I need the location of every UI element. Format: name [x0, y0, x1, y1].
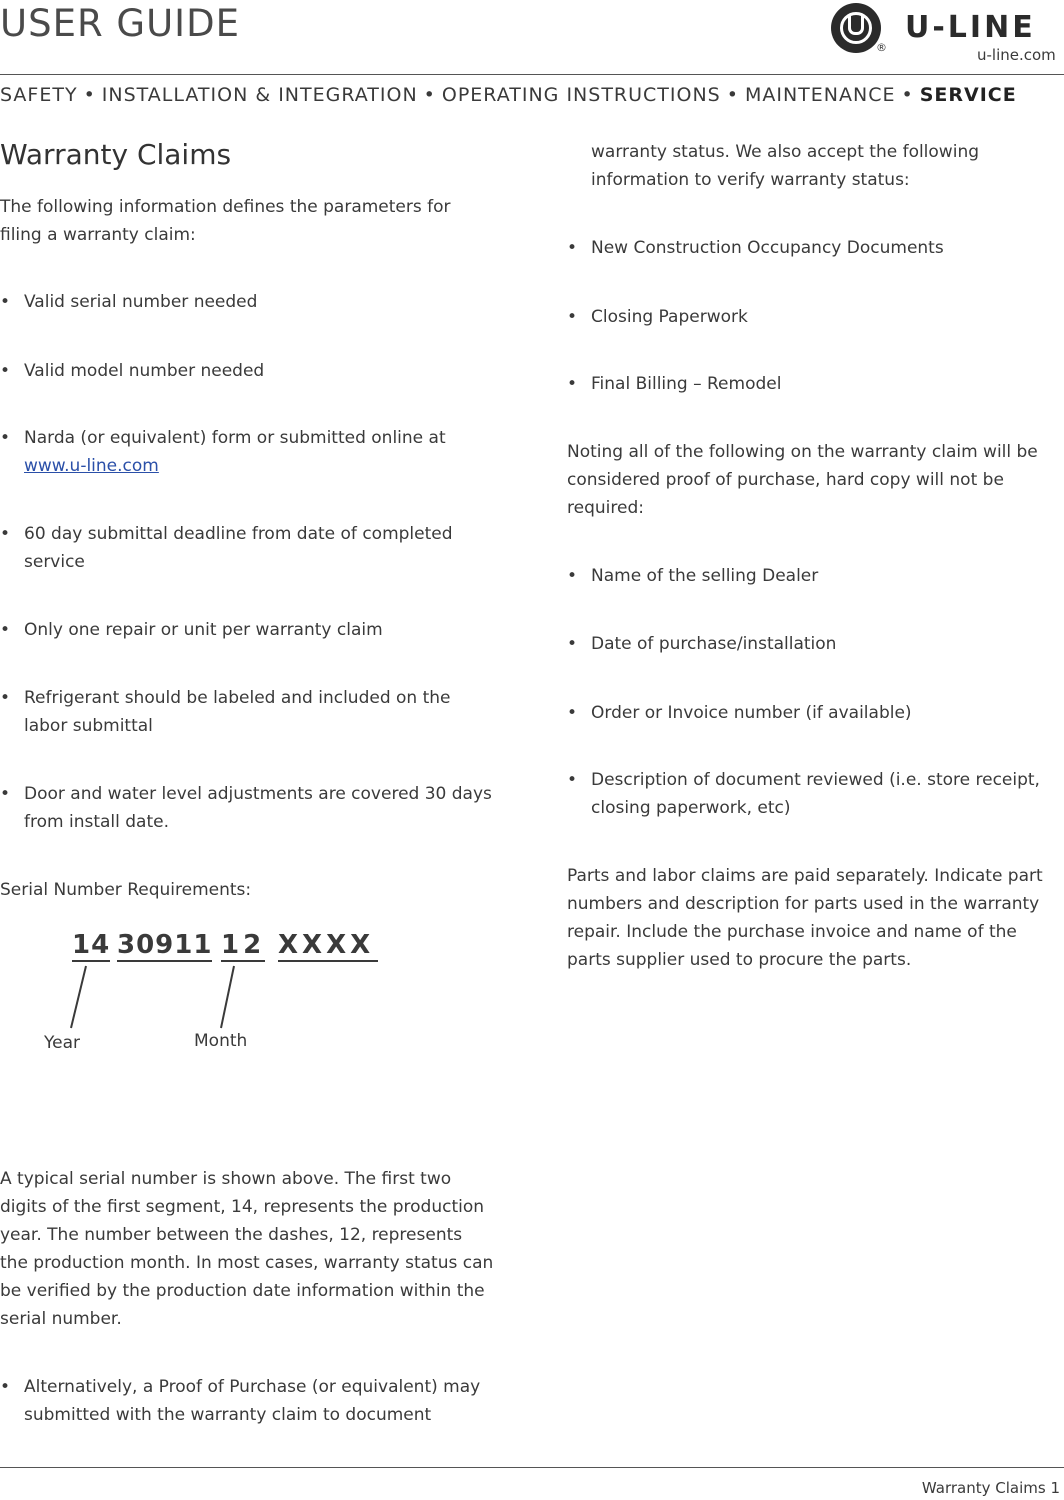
nav-item-service: SERVICE [919, 84, 1017, 106]
nav-separator: • [83, 84, 96, 106]
list-item: • Only one repair or unit per warranty claim [0, 620, 383, 640]
list-item: • Valid serial number needed [0, 292, 258, 312]
proof-paragraph: Noting all of the following on the warranty claim will be considered proof of purchase, hard copy will not be required: [567, 442, 1038, 518]
list-item: • Valid model number needed [0, 361, 265, 381]
serial-model-segment: 30911 [117, 930, 213, 960]
serial-sequence-segment: XXXX [278, 930, 378, 962]
serial-month-segment: 12 [221, 930, 266, 960]
section-title: Warranty Claims [0, 138, 232, 171]
list-item: • Closing Paperwork [567, 307, 748, 327]
serial-heading: Serial Number Requirements: [0, 880, 252, 900]
list-item: • Description of document reviewed (i.e. store receipt, closing paperwork, etc) [567, 770, 1040, 818]
nav-item-maintenance: MAINTENANCE [744, 84, 896, 106]
continuation-paragraph: warranty status. We also accept the following information to verify warranty status: [591, 142, 980, 190]
list-item: • Order or Invoice number (if available) [567, 703, 912, 723]
nav-item-operating: OPERATING INSTRUCTIONS [441, 84, 721, 106]
u-line-website-link[interactable]: www.u-line.com [24, 456, 159, 476]
header-divider [0, 74, 1064, 75]
list-item: • Name of the selling Dealer [567, 566, 819, 586]
nav-separator: • [901, 84, 914, 106]
list-item: • 60 day submittal deadline from date of completed service [0, 524, 453, 572]
intro-paragraph: The following information defines the parameters for filing a warranty claim: [0, 197, 451, 245]
nav-separator: • [726, 84, 739, 106]
list-item: • Narda (or equivalent) form or submitted online at www.u-line.com [0, 428, 446, 476]
list-item: • Refrigerant should be labeled and included on the labor submittal [0, 688, 451, 736]
list-item: • Date of purchase/installation [567, 634, 837, 654]
list-item: • New Construction Occupancy Documents [567, 238, 944, 258]
nav-item-safety: SAFETY [0, 84, 78, 106]
registered-mark: ® [876, 41, 887, 54]
brand-name: U-LINE [905, 10, 1036, 45]
section-nav [0, 84, 1064, 106]
year-label: Year [44, 1033, 80, 1053]
brand-url: u-line.com [977, 46, 1056, 64]
footer-divider [0, 1467, 1064, 1468]
list-item: • Alternatively, a Proof of Purchase (or equivalent) may submitted with the warranty claim to document [0, 1377, 481, 1425]
nav-separator: • [423, 84, 436, 106]
page-footer-label: Warranty Claims 1 [921, 1479, 1060, 1497]
serial-pointer-lines [0, 960, 300, 1040]
u-line-logo-icon [831, 3, 881, 53]
month-label: Month [194, 1031, 248, 1051]
parts-paragraph: Parts and labor claims are paid separately. Indicate part numbers and description for parts used in the warranty repair. Include the purchase invoice and name of the parts supplier used to procure the parts. [567, 866, 1043, 970]
serial-year-segment: 14 [72, 930, 111, 960]
list-item: • Door and water level adjustments are covered 30 days from install date. [0, 784, 492, 832]
list-item: • Final Billing – Remodel [567, 374, 782, 394]
nav-item-installation: INSTALLATION & INTEGRATION [101, 84, 418, 106]
guide-title: USER GUIDE [0, 2, 240, 45]
serial-explanation: A typical serial number is shown above. The first two digits of the first segment, 14, represents the production year. The number between the dashes, 12, represents the production month. In most cases, warranty status can be verified by the production date information within the serial number. [0, 1169, 494, 1329]
